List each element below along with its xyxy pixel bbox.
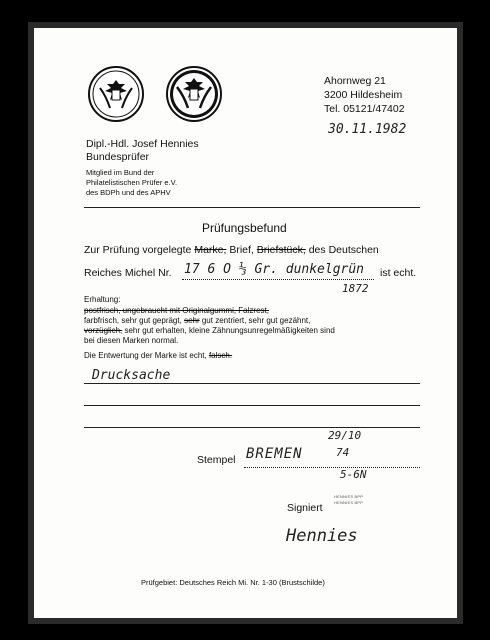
handwritten-cancel-type: Drucksache — [92, 368, 171, 383]
michel-handwritten: 17 6 O ⅓ Gr. dunkelgrün — [184, 262, 365, 277]
condition-label: Erhaltung: — [84, 295, 121, 304]
address-city: 3200 Hildesheim — [324, 89, 403, 101]
handwritten-stamp-time: 5-6N — [340, 468, 367, 481]
michel-prefix: Reiches Michel Nr. — [84, 267, 172, 279]
certificate-title: Prüfungsbefund — [202, 221, 287, 235]
handwritten-stamp-date: 29/10 — [328, 429, 362, 442]
submission-line — [84, 244, 379, 256]
address-phone: Tel. 05121/47402 — [324, 103, 405, 115]
condition-text: vorzüglich, — [84, 326, 123, 335]
condition-text: gut zentriert, sehr gut gezähnt, — [201, 316, 311, 325]
writing-line — [84, 427, 420, 428]
cancellation-line — [84, 351, 232, 361]
line1-briefstueck: Briefstück, — [256, 244, 306, 256]
handwritten-stamp-place: BREMEN — [246, 446, 303, 462]
line1-suffix: des Deutschen — [308, 244, 379, 256]
writing-line — [84, 405, 420, 406]
eagle-seal-icon — [166, 66, 222, 122]
condition-line — [84, 316, 310, 326]
line1-marke: Marke, — [194, 244, 227, 256]
membership-line: Mitglied im Bund der — [86, 168, 155, 177]
handwritten-signature: Hennies — [286, 526, 358, 546]
footer-scope: Prüfgebiet: Deutsches Reich Mi. Nr. 1-30 (Brustschilde) — [141, 578, 325, 587]
cancel-prefix: Die Entwertung der Marke ist echt, — [84, 351, 207, 360]
line1-prefix: Zur Prüfung vorgelegte — [84, 244, 192, 256]
handwritten-date: 30.11.1982 — [328, 122, 407, 137]
writing-line — [84, 383, 420, 384]
handwritten-stamp-year: 74 — [336, 446, 350, 459]
condition-line: postfrisch, ungebraucht mit Originalgummi, Falzrest, — [84, 306, 269, 315]
condition-text: sehr — [184, 316, 200, 325]
examiner-name: Dipl.-Hdl. Josef Hennies — [86, 138, 199, 150]
examiner-mark: HENNIES BPP — [334, 494, 364, 499]
condition-line — [84, 326, 335, 336]
condition-text: farbfrisch, sehr gut geprägt, — [84, 316, 182, 325]
signed-label: Signiert — [287, 502, 323, 514]
address-street: Ahornweg 21 — [324, 75, 386, 87]
condition-text: sehr gut erhalten, kleine Zähnungsunregelmäßigkeiten sind — [124, 326, 335, 335]
michel-suffix: ist echt. — [380, 267, 417, 279]
eagle-seal-icon — [88, 66, 144, 122]
stamp-label: Stempel — [197, 454, 236, 466]
membership-line: Philatelistischen Prüfer e.V. — [86, 178, 178, 187]
examiner-role: Bundesprüfer — [86, 151, 150, 163]
examiner-mark: HENNIES BPP — [334, 500, 364, 505]
michel-underline — [182, 279, 374, 280]
divider — [84, 207, 420, 208]
stamp-underline — [244, 467, 420, 468]
handwritten-year: 1872 — [342, 282, 369, 295]
line1-brief: Brief, — [229, 244, 254, 256]
membership-line: des BDPh und des APHV — [86, 188, 171, 197]
cancel-falsch: falsch. — [208, 351, 233, 360]
certificate-sheet — [34, 28, 457, 618]
condition-line: bei diesen Marken normal. — [84, 336, 179, 345]
